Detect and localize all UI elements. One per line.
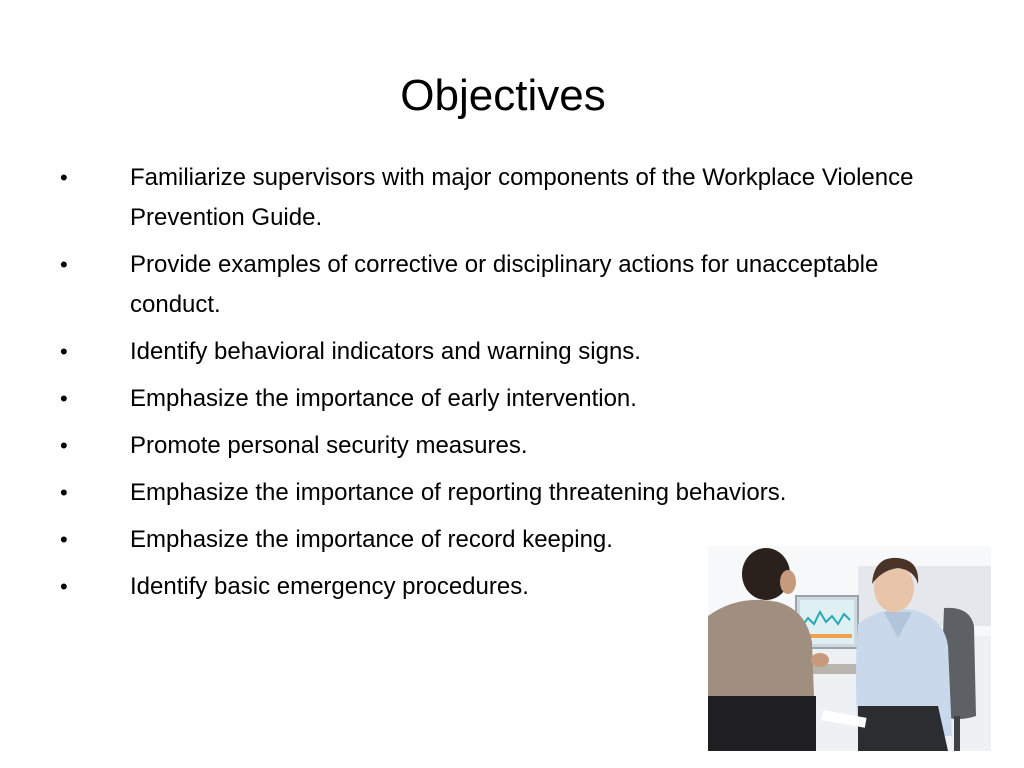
bullet-text: Promote personal security measures. <box>130 432 528 459</box>
list-item <box>60 245 940 325</box>
meeting-photo <box>708 546 991 751</box>
bullet-icon: • <box>60 165 68 190</box>
slide-title: Objectives <box>400 71 606 120</box>
bullet-text: Familiarize supervisors with major components of the Workplace Violence Prevention Guide. <box>130 164 914 231</box>
bullet-icon: • <box>60 252 68 277</box>
bullet-text: Emphasize the importance of reporting threatening behaviors. <box>130 479 787 506</box>
bullet-icon: • <box>60 386 68 411</box>
bullet-text: Emphasize the importance of early intervention. <box>130 385 637 412</box>
bullet-icon: • <box>60 480 68 505</box>
list-item <box>60 379 940 419</box>
bullet-text: Identify basic emergency procedures. <box>130 573 529 600</box>
bullet-icon: • <box>60 527 68 552</box>
list-item <box>60 332 940 372</box>
bullet-text: Provide examples of corrective or disciplinary actions for unacceptable conduct. <box>130 251 879 318</box>
list-item <box>60 473 940 513</box>
list-item <box>60 158 940 238</box>
bullet-icon: • <box>60 574 68 599</box>
bullet-text: Emphasize the importance of record keeping. <box>130 526 613 553</box>
list-item <box>60 426 940 466</box>
meeting-illustration <box>708 546 991 751</box>
bullet-text: Identify behavioral indicators and warning signs. <box>130 338 641 365</box>
bullet-icon: • <box>60 433 68 458</box>
bullet-icon: • <box>60 339 68 364</box>
